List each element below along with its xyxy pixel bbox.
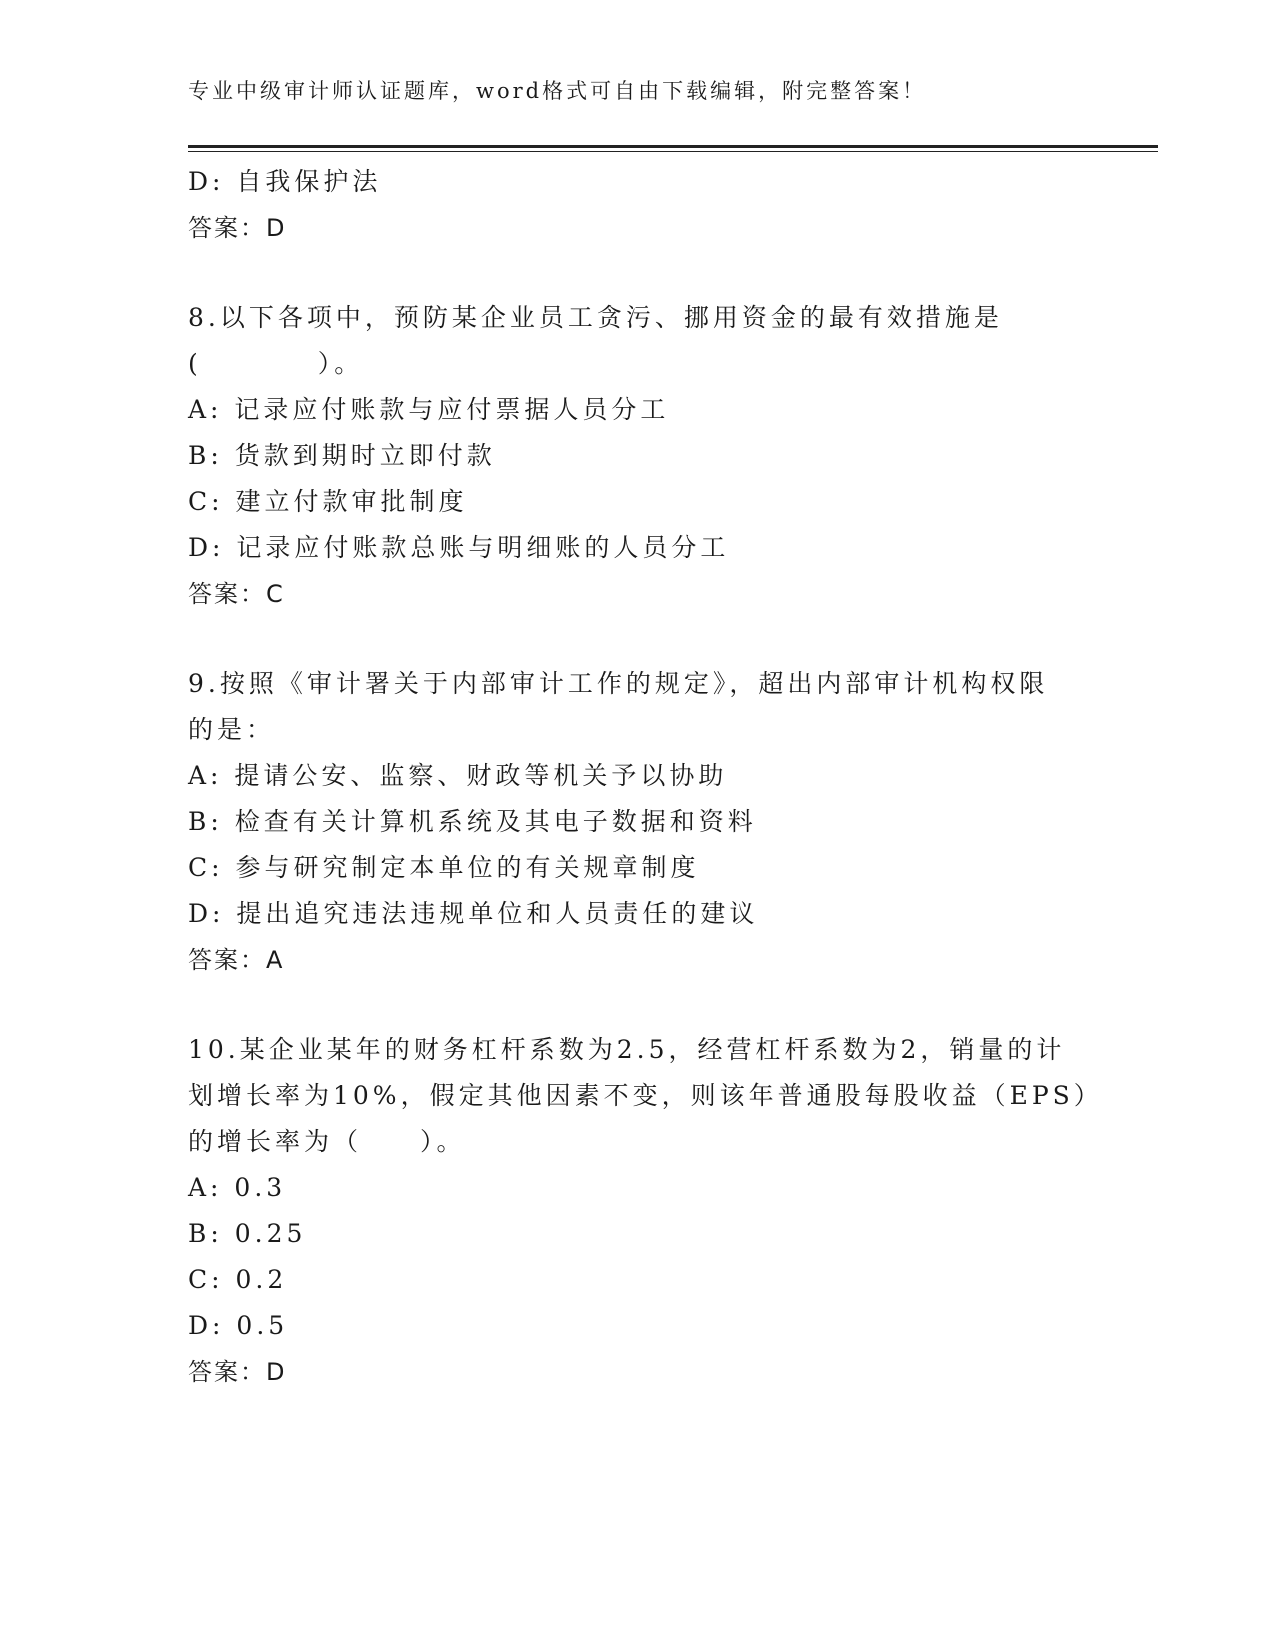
previous-question-tail [188, 159, 1088, 251]
option-d: D: 自我保护法 [188, 167, 382, 196]
answer-line: 答案：D [188, 214, 287, 242]
option-a: A: 0.3 [188, 1173, 287, 1202]
question-stem: 划增长率为10%，假定其他因素不变，则该年普通股每股收益（EPS） [188, 1081, 1103, 1110]
option-c: C: 建立付款审批制度 [188, 487, 468, 516]
option-a: A: 记录应付账款与应付票据人员分工 [188, 395, 670, 424]
option-b: B: 货款到期时立即付款 [188, 441, 496, 470]
question-9 [188, 661, 1088, 983]
question-stem: 8.以下各项中，预防某企业员工贪污、挪用资金的最有效措施是 [188, 303, 1003, 332]
option-d: D: 0.5 [188, 1311, 289, 1340]
page-header-text: 专业中级审计师认证题库，word格式可自由下载编辑，附完整答案！ [188, 79, 927, 103]
option-d: D: 提出追究违法违规单位和人员责任的建议 [188, 899, 759, 928]
option-b: B: 0.25 [188, 1219, 307, 1248]
option-a: A: 提请公安、监察、财政等机关予以协助 [188, 761, 728, 790]
question-list [188, 159, 1103, 1395]
question-stem: 的增长率为（ ）。 [188, 1127, 466, 1156]
header-divider-thin [188, 151, 1158, 152]
spacer [188, 617, 1088, 661]
question-stem: 10.某企业某年的财务杠杆系数为2.5，经营杠杆系数为2，销量的计 [188, 1035, 1066, 1064]
question-10 [188, 1027, 1103, 1395]
answer-line: 答案：A [188, 946, 285, 974]
question-stem: 9.按照《审计署关于内部审计工作的规定》，超出内部审计机构权限 [188, 669, 1049, 698]
answer-line: 答案：C [188, 580, 285, 608]
option-c: C: 0.2 [188, 1265, 288, 1294]
answer-line: 答案：D [188, 1358, 287, 1386]
spacer [188, 251, 1088, 295]
option-c: C: 参与研究制定本单位的有关规章制度 [188, 853, 700, 882]
question-stem: 的是： [188, 715, 276, 744]
question-8 [188, 295, 1088, 617]
spacer [188, 983, 1088, 1027]
option-d: D: 记录应付账款总账与明细账的人员分工 [188, 533, 730, 562]
option-b: B: 检查有关计算机系统及其电子数据和资料 [188, 807, 757, 836]
question-stem: ( ）。 [188, 349, 364, 378]
header-divider-thick [188, 145, 1158, 148]
